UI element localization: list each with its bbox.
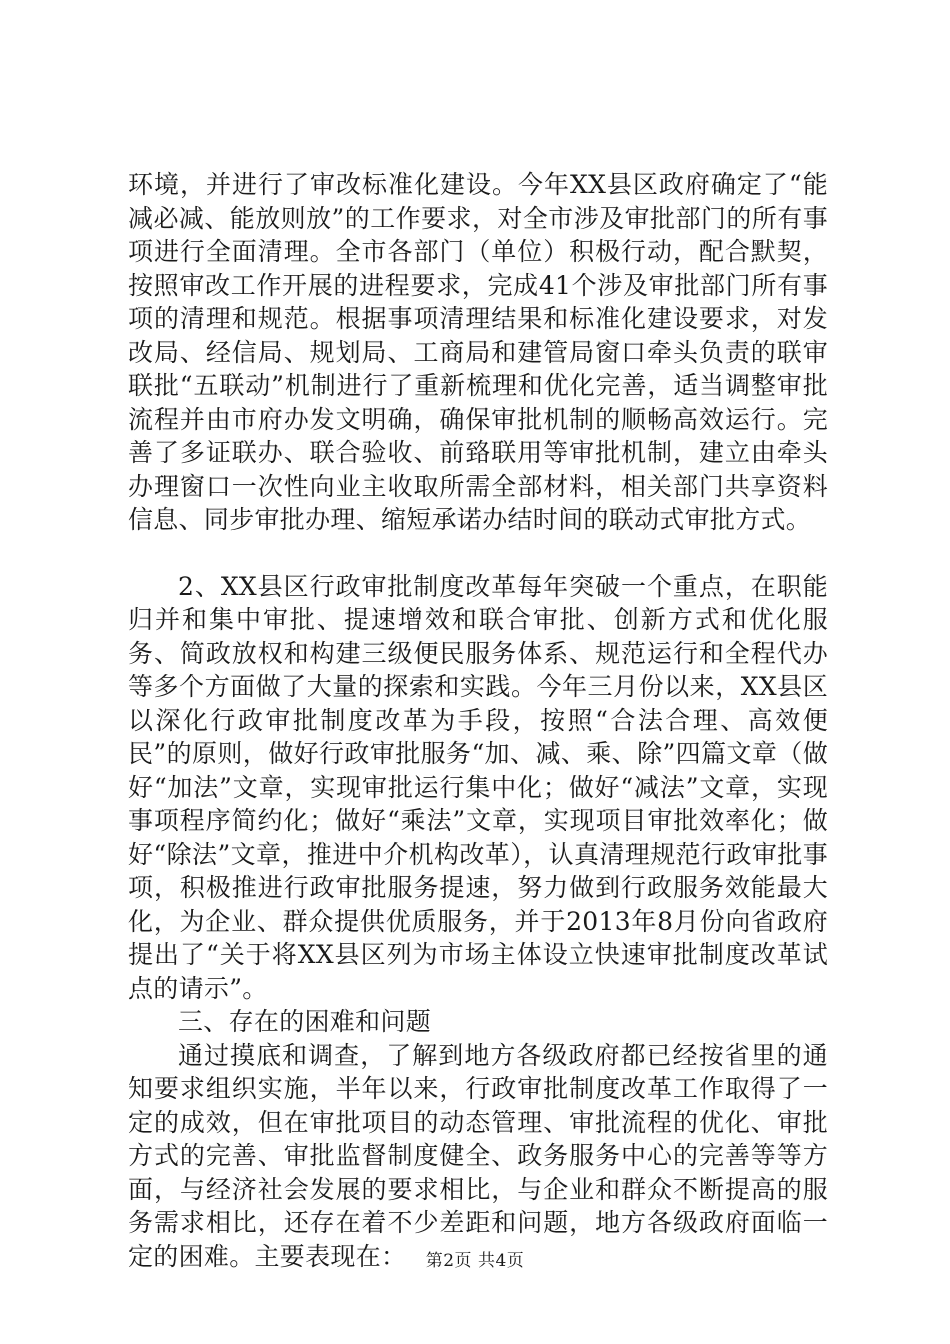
paragraph-reform-breakthrough: 2、XX县区行政审批制度改革每年突破一个重点，在职能归并和集中审批、提速增效和联合审批、创新方式和优化服务、简政放权和构建三级便民服务体系、规范运行和全程代办等多个方面做了大量的探索和实践。今年三月份以来，XX县区以深化行政审批制度改革为手段，按照“合法合理、高效便民”的原则，做好行政审批服务“加、减、乘、除”四篇文章（做好“加法”文章，实现审批运行集中化；做好“减法”文章，实现事项程序简约化；做好“乘法”文章，实现项目审批效率化；做好“除法”文章，推进中介机构改革），认真清理规范行政审批事项，积极推进行政审批服务提速，努力做到行政服务效能最大化，为企业、群众提供优质服务，并于2013年8月份向省政府提出了“关于将XX县区列为市场主体设立快速审批制度改革试点的请示”。 bbox=[128, 571, 828, 1003]
document-body bbox=[128, 168, 828, 1273]
paragraph-approval-standardization: 环境，并进行了审改标准化建设。今年XX县区政府确定了“能减必减、能放则放”的工作要求，对全市涉及审批部门的所有事项进行全面清理。全市各部门（单位）积极行动，配合默契，按照审改工作开展的进程要求，完成41个涉及审批部门所有事项的清理和规范。根据事项清理结果和标准化建设要求，对发改局、经信局、规划局、工商局和建管局窗口牵头负责的联审联批“五联动”机制进行了重新梳理和优化完善，适当调整审批流程并由市府办发文明确，确保审批机制的顺畅高效运行。完善了多证联办、联合验收、前臵联用等审批机制，建立由牵头办理窗口一次性向业主收取所需全部材料，相关部门共享资料信息、同步审批办理、缩短承诺办结时间的联动式审批方式。 bbox=[128, 170, 828, 534]
page-number-footer: 第2页 共4页 bbox=[425, 1251, 525, 1271]
section-heading-difficulties: 三、存在的困难和问题 bbox=[178, 1007, 432, 1036]
paragraph-difficulties: 通过摸底和调查，了解到地方各级政府都已经按省里的通知要求组织实施，半年以来，行政审批制度改革工作取得了一定的成效，但在审批项目的动态管理、审批流程的优化、审批方式的完善、审批监督制度健全、政务服务中心的完善等等方面，与经济社会发展的要求相比，与企业和群众不断提高的服务需求相比，还存在着不少差距和问题，地方各级政府面临一定的困难。主要表现在： bbox=[128, 1040, 828, 1271]
